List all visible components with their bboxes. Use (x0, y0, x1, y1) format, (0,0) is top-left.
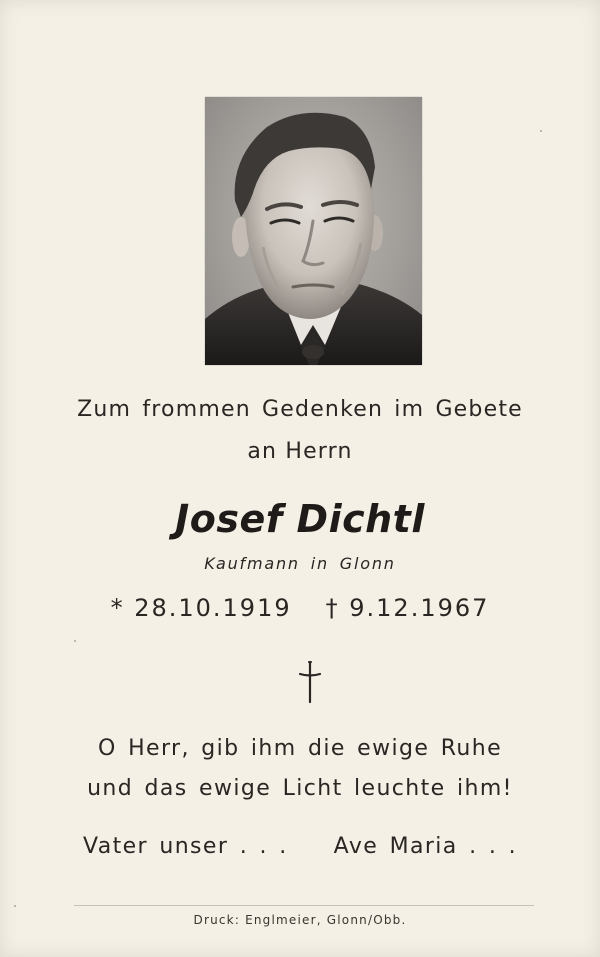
prayer-line-1: O Herr, gib ihm die ewige Ruhe (97, 736, 503, 761)
birth-date: 28.10.1919 (134, 594, 292, 622)
paper-speck (540, 130, 542, 132)
paper-speck (74, 640, 76, 642)
paper-speck (14, 905, 16, 907)
deceased-occupation: Kaufmann in Glonn (204, 554, 396, 573)
prayer-line-2: und das ewige Licht leuchte ihm! (87, 776, 513, 801)
prayer-vater-unser: Vater unser . . . (82, 834, 288, 859)
prayer-line-3 (0, 834, 600, 859)
footer-divider (74, 905, 534, 906)
portrait-figure (205, 97, 422, 365)
birth-symbol: * (110, 594, 125, 622)
printer-imprint: Druck: Englmeier, Glonn/Obb. (193, 913, 407, 927)
portrait-photo (205, 97, 422, 365)
death-date: 9.12.1967 (349, 594, 490, 622)
life-dates (0, 594, 600, 622)
cross-icon (288, 660, 332, 704)
death-symbol: † (325, 594, 340, 622)
deceased-name: Josef Dichtl (175, 497, 425, 541)
memorial-heading-salutation: an Herrn (247, 439, 353, 464)
prayer-ave-maria: Ave Maria . . . (333, 834, 518, 859)
memorial-heading: Zum frommen Gedenken im Gebete (77, 397, 523, 422)
